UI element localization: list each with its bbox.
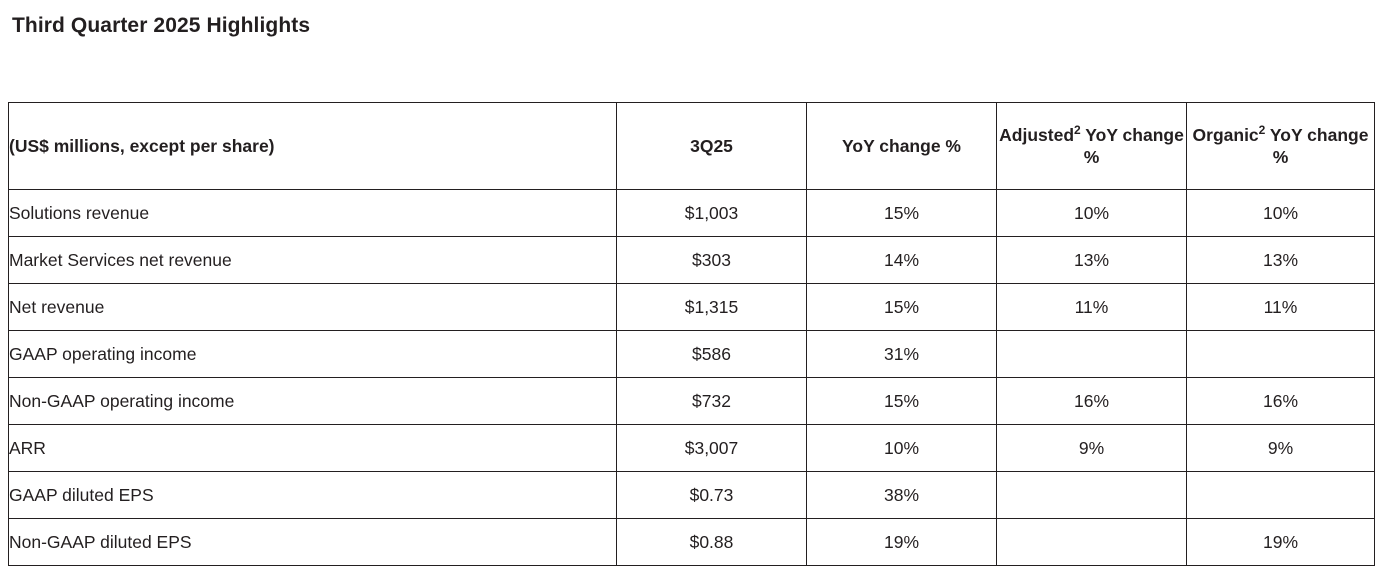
cell-adjusted-yoy-change: 10% <box>997 190 1187 237</box>
column-header-yoy-change: YoY change % <box>807 103 997 190</box>
cell-organic-yoy-change: 11% <box>1187 284 1375 331</box>
cell-adjusted-yoy-change: 11% <box>997 284 1187 331</box>
adjusted-footnote-marker: 2 <box>1074 122 1081 137</box>
cell-organic-yoy-change: 10% <box>1187 190 1375 237</box>
cell-yoy-change: 19% <box>807 519 997 566</box>
organic-label-suffix: YoY change % <box>1265 124 1369 167</box>
cell-adjusted-yoy-change: 13% <box>997 237 1187 284</box>
table-row <box>9 472 1375 519</box>
organic-footnote-marker: 2 <box>1258 122 1266 137</box>
cell-period-value: $586 <box>617 331 807 378</box>
cell-period-value: $0.88 <box>617 519 807 566</box>
cell-yoy-change: 31% <box>807 331 997 378</box>
page-title: Third Quarter 2025 Highlights <box>12 14 311 37</box>
highlights-table-container <box>8 102 1374 566</box>
table-row <box>9 237 1375 284</box>
table-body <box>9 190 1375 566</box>
cell-yoy-change: 15% <box>807 284 997 331</box>
highlights-table <box>8 102 1375 566</box>
cell-period-value: $3,007 <box>617 425 807 472</box>
cell-period-value: $1,315 <box>617 284 807 331</box>
adjusted-label-suffix: YoY change % <box>1080 124 1184 167</box>
cell-organic-yoy-change <box>1187 472 1375 519</box>
organic-label-text: Organic <box>1192 124 1259 145</box>
column-header-label: (US$ millions, except per share) <box>9 103 617 190</box>
cell-yoy-change: 10% <box>807 425 997 472</box>
cell-organic-yoy-change: 19% <box>1187 519 1375 566</box>
column-header-period: 3Q25 <box>617 103 807 190</box>
cell-yoy-change: 15% <box>807 190 997 237</box>
table-row <box>9 378 1375 425</box>
table-row <box>9 284 1375 331</box>
cell-yoy-change: 38% <box>807 472 997 519</box>
row-label: Non-GAAP operating income <box>9 378 617 425</box>
cell-adjusted-yoy-change <box>997 331 1187 378</box>
row-label: GAAP diluted EPS <box>9 472 617 519</box>
cell-organic-yoy-change: 9% <box>1187 425 1375 472</box>
column-header-adjusted-yoy-change <box>997 103 1187 190</box>
cell-period-value: $0.73 <box>617 472 807 519</box>
adjusted-label-text: Adjusted <box>999 124 1075 145</box>
table-header-row <box>9 103 1375 190</box>
cell-period-value: $1,003 <box>617 190 807 237</box>
cell-yoy-change: 15% <box>807 378 997 425</box>
row-label: Market Services net revenue <box>9 237 617 284</box>
cell-period-value: $303 <box>617 237 807 284</box>
cell-yoy-change: 14% <box>807 237 997 284</box>
cell-organic-yoy-change <box>1187 331 1375 378</box>
document-page <box>0 14 1388 570</box>
row-label: GAAP operating income <box>9 331 617 378</box>
table-row <box>9 519 1375 566</box>
row-label: Net revenue <box>9 284 617 331</box>
cell-adjusted-yoy-change: 16% <box>997 378 1187 425</box>
cell-adjusted-yoy-change <box>997 519 1187 566</box>
cell-organic-yoy-change: 16% <box>1187 378 1375 425</box>
row-label: ARR <box>9 425 617 472</box>
cell-period-value: $732 <box>617 378 807 425</box>
cell-adjusted-yoy-change: 9% <box>997 425 1187 472</box>
table-row <box>9 331 1375 378</box>
table-row <box>9 425 1375 472</box>
cell-adjusted-yoy-change <box>997 472 1187 519</box>
row-label: Non-GAAP diluted EPS <box>9 519 617 566</box>
cell-organic-yoy-change: 13% <box>1187 237 1375 284</box>
row-label: Solutions revenue <box>9 190 617 237</box>
table-row <box>9 190 1375 237</box>
table-header <box>9 103 1375 190</box>
column-header-organic-yoy-change <box>1187 103 1375 190</box>
